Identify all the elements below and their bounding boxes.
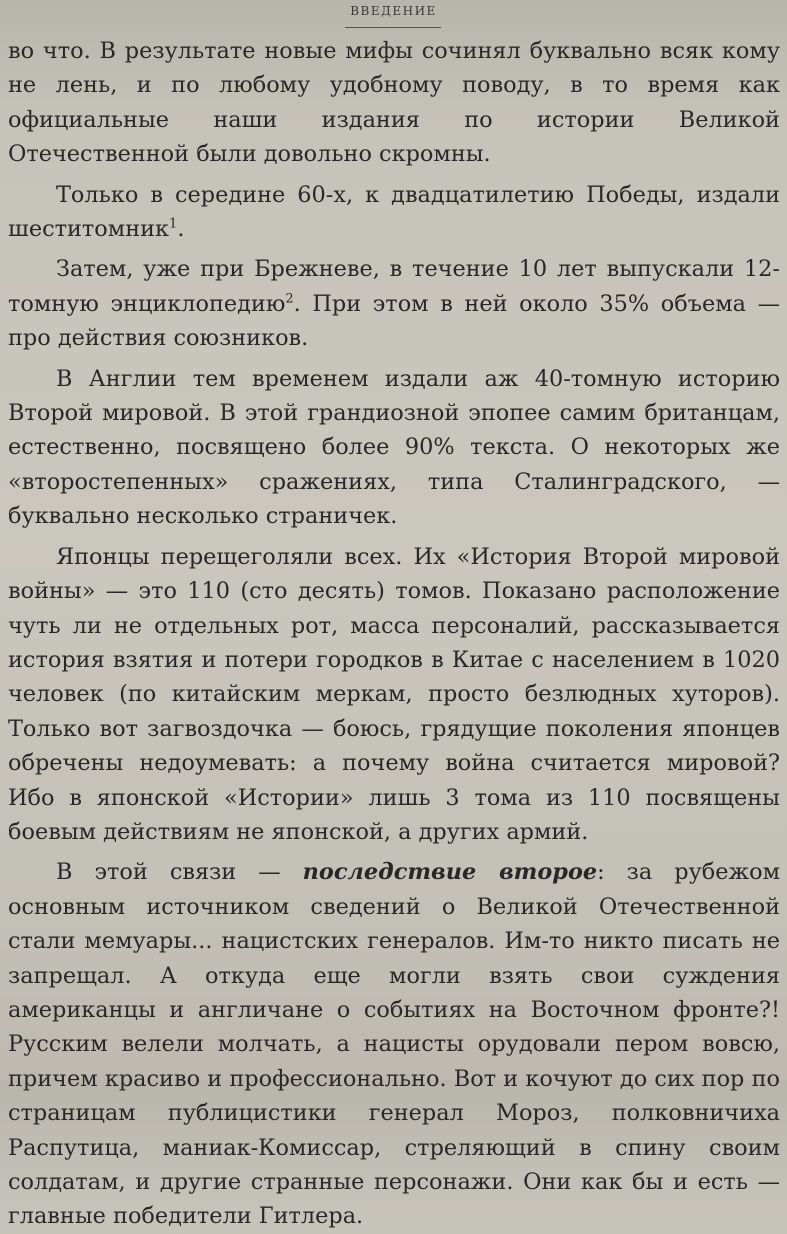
paragraph-3-text: Затем, уже при Брежневе, в течение 10 лет выпускали 12-томную энциклопедию	[8, 256, 780, 317]
paragraph-5	[8, 540, 780, 850]
running-head-rule	[345, 27, 441, 28]
footnote-ref-1: 1	[169, 216, 178, 232]
running-head: ВВЕДЕНИЕ	[350, 4, 437, 18]
paragraph-2-text: Только в середине 60-х, к двадцатилетию Победы, издали шеститомник	[8, 181, 780, 243]
paragraph-4-text: В Англии тем временем издали аж 40-томную историю Второй мировой. В этой грандиозной эпопее самим британцам, естественно, посвящено более 90% текста. О некоторых же «второстепенных» сражениях, типа Сталинградского, — буквально несколько страничек.	[8, 365, 780, 530]
paragraph-4	[8, 362, 780, 534]
paragraph-2-tail: .	[177, 216, 185, 243]
paragraph-5-text: Японцы перещеголяли всех. Их «История Второй мировой войны» — это 110 (сто десять) томов. Показано расположение чуть ли не отдельных рот, масса персоналий, рассказывается история взятия и потери городков в Китае с населением в 1020 человек (по китайским меркам, просто безлюдных хуторов). Только вот загвоздочка — боюсь, грядущие поколения японцев обречены недоумевать: а почему война считается мировой? Ибо в японской «Истории» лишь 3 тома из 110 посвящены боевым действиям не японской, а других армий.	[8, 543, 780, 845]
paragraph-3-tail: . При этом в ней около 35% объема — про действия союзников.	[8, 290, 781, 352]
paragraph-6-tail: : за рубежом основным источником сведений о Великой Отечественной стали мемуары... нацистских генералов. Им-то никто писать не запрещал. А откуда еще могли взять свои суждения американцы и англичане о событиях на Восточном фронте?! Русским велели молчать, а нацисты орудовали пером вовсю, причем красиво и профессионально. Вот и кочуют до сих пор по страницам публицистики генерал Мороз, полковничиха Распутица, маниак-Комиссар, стреляющий в спину своим солдатам, и другие странные персонажи. Они как бы и есть — главные победители Гитлера.	[8, 859, 780, 1230]
paragraph-1-text: во что. В результате новые мифы сочинял буквально всяк кому не лень, и по любому удобному поводу, в то время как официальные наши издания по истории Великой Отечественной были довольно скромны.	[8, 38, 780, 168]
body-text	[8, 34, 780, 1234]
footnote-ref-2: 2	[285, 291, 294, 307]
paragraph-2	[8, 178, 780, 247]
paragraph-6	[8, 855, 780, 1233]
emphasis-consequence-two: последствие второе	[302, 859, 598, 886]
paragraph-3	[8, 252, 780, 355]
paragraph-1	[8, 34, 780, 172]
paragraph-6-text: В этой связи —	[56, 859, 303, 886]
